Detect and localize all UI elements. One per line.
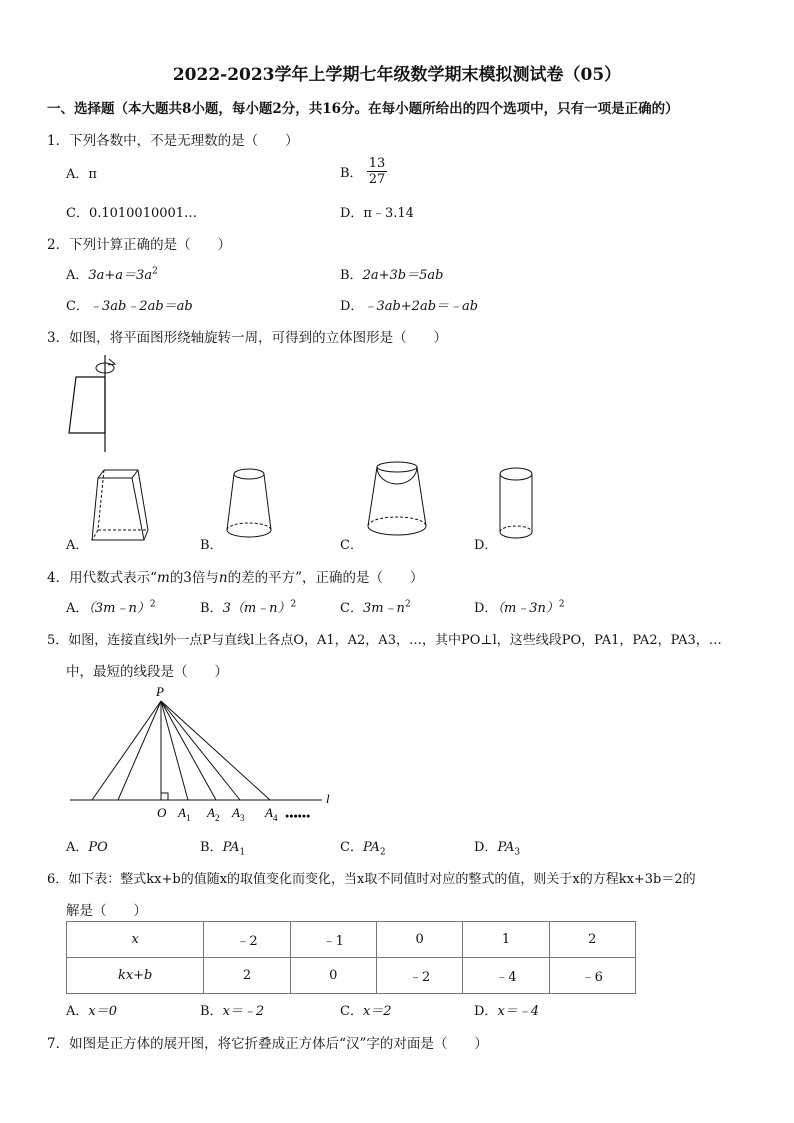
- table-cell: ﹣1: [290, 922, 376, 958]
- ellipsis-dots: ●●●●●●: [285, 812, 311, 820]
- fraction-denominator: 27: [368, 172, 386, 187]
- variable-m: m: [157, 570, 170, 586]
- option-prefix: C．: [340, 601, 363, 616]
- line-l-label: l: [326, 791, 330, 806]
- option-expression: ﹣3ab﹣2ab＝ab: [88, 299, 193, 314]
- question-6-stem-line1: 6．如下表：整式kx+b的值随x的取值变化而变化，当x取不同值时对应的整式的值，则关于x的方程kx+3b＝2的: [47, 872, 696, 887]
- exponent: 2: [149, 599, 156, 610]
- point-a2-label: $A_2$: [207, 805, 220, 823]
- q3-option-b-label[interactable]: B．: [200, 538, 223, 553]
- plane-trapezoid: [69, 377, 105, 433]
- option-prefix: B．: [200, 1004, 223, 1019]
- option-expression: 2a+3b＝5ab: [362, 268, 444, 283]
- stem-part: 的差的平方”，正确的是（ ）: [227, 570, 424, 586]
- q4-option-b[interactable]: [200, 597, 296, 616]
- option-expression: x＝2: [362, 1004, 392, 1019]
- q1-option-c[interactable]: C．0.1010010001…: [66, 206, 198, 221]
- question-3-stem: 3．如图，将平面图形绕轴旋转一周，可得到的立体图形是（ ）: [47, 330, 448, 346]
- exponent: 2: [152, 266, 158, 277]
- question-5-stem-line1: 5．如图，连接直线l外一点P与直线l上各点O，A1，A2，A3，…，其中PO⊥l，这些线段PO，PA1，PA2，PA3，…: [47, 633, 722, 648]
- q4-option-c[interactable]: [340, 597, 411, 616]
- subscript: 2: [379, 847, 386, 858]
- q1-option-b-fraction: [367, 156, 388, 187]
- exponent: 2: [404, 599, 411, 610]
- option-expression: x＝﹣2: [222, 1004, 265, 1019]
- option-prefix: B．: [200, 601, 223, 616]
- table-cell: ﹣2: [376, 958, 462, 994]
- page-title: 2022-2023学年上学期七年级数学期末模拟测试卷（05）: [172, 65, 622, 85]
- q2-option-b[interactable]: [340, 264, 443, 283]
- option-expression: x＝0: [88, 1004, 117, 1019]
- option-expression: 3m﹣n: [362, 601, 405, 616]
- table-row: [67, 922, 636, 958]
- right-angle-mark: [161, 793, 168, 800]
- question-4-stem: [47, 566, 424, 586]
- table-cell: 0: [290, 958, 376, 994]
- q3-option-b-figure[interactable]: [224, 466, 284, 548]
- q2-option-c[interactable]: [66, 295, 193, 314]
- option-prefix: C．: [340, 1004, 363, 1019]
- table-cell: 0: [376, 922, 462, 958]
- table-cell: ﹣4: [463, 958, 549, 994]
- table-cell: x: [67, 922, 204, 958]
- option-expression: 3a+a＝3a: [88, 268, 153, 283]
- q1-option-d[interactable]: D．π﹣3.14: [340, 206, 414, 221]
- q3-option-a-label[interactable]: A．: [66, 538, 89, 553]
- exponent: 2: [290, 599, 297, 610]
- question-2-stem: 2．下列计算正确的是（ ）: [47, 237, 232, 253]
- value-table: [66, 921, 636, 994]
- exponent: 2: [558, 599, 565, 610]
- rotation-figure: [60, 355, 130, 455]
- subscript: 3: [514, 847, 521, 858]
- point-o-label: O: [157, 805, 167, 820]
- q5-option-c[interactable]: [340, 836, 386, 858]
- option-expression: （m﹣3n）: [497, 601, 559, 616]
- q6-option-c[interactable]: [340, 1000, 392, 1019]
- q3-option-c-figure[interactable]: [363, 460, 433, 550]
- q3-option-c-label[interactable]: C．: [340, 538, 363, 553]
- q3-option-d-figure[interactable]: [496, 464, 540, 546]
- q4-option-a[interactable]: [66, 597, 156, 616]
- perpendicular-figure: [60, 680, 360, 830]
- option-expression: 3（m﹣n）: [222, 601, 291, 616]
- table-cell: ﹣6: [549, 958, 635, 994]
- option-expression: PA: [222, 840, 240, 855]
- point-a4-label: $A_4$: [265, 805, 278, 823]
- q3-option-d-label[interactable]: D．: [474, 538, 498, 553]
- subscript: 1: [239, 847, 246, 858]
- stem-part: 的3倍与: [169, 570, 219, 586]
- question-7-stem: 7．如图是正方体的展开图，将它折叠成正方体后“汉”字的对面是（ ）: [47, 1036, 488, 1052]
- option-prefix: D．: [340, 299, 364, 314]
- point-a3-label: $A_3$: [232, 805, 245, 823]
- question-1-stem: 1．下列各数中，不是无理数的是（ ）: [47, 133, 299, 149]
- q5-option-b[interactable]: [200, 836, 245, 858]
- option-prefix: D．: [474, 840, 498, 855]
- q6-option-b[interactable]: [200, 1000, 264, 1019]
- option-prefix: A．: [66, 1004, 89, 1019]
- section-heading: 一、选择题（本大题共8小题，每小题2分，共16分。在每小题所给出的四个选项中，只有一项是正确的）: [47, 101, 679, 117]
- q1-option-a[interactable]: A．π: [66, 167, 97, 182]
- option-expression: x＝﹣4: [497, 1004, 540, 1019]
- option-prefix: D．: [474, 601, 498, 616]
- q3-option-a-figure[interactable]: [82, 466, 152, 548]
- variable-n: n: [218, 570, 228, 586]
- option-prefix: A．: [66, 840, 89, 855]
- question-6-stem-line2: 解是（ ）: [66, 903, 147, 919]
- option-prefix: A．: [66, 268, 89, 283]
- point-p-label: P: [156, 684, 164, 699]
- q1-option-b-prefix: B．: [340, 166, 363, 181]
- q5-option-d[interactable]: [474, 836, 520, 858]
- point-a1-label: $A_1$: [178, 805, 191, 823]
- option-expression: PA: [362, 840, 380, 855]
- table-cell: 2: [204, 958, 290, 994]
- option-prefix: D．: [474, 1004, 498, 1019]
- q1-option-b[interactable]: [340, 156, 387, 187]
- option-expression: PO: [88, 840, 108, 855]
- table-cell: ﹣2: [204, 922, 290, 958]
- q2-option-d[interactable]: [340, 295, 478, 314]
- q4-option-d[interactable]: [474, 597, 565, 616]
- table-row: [67, 958, 636, 994]
- q6-option-d[interactable]: [474, 1000, 539, 1019]
- stem-part: 4．用代数式表示“: [47, 570, 157, 586]
- q5-option-a[interactable]: [66, 836, 108, 855]
- option-prefix: B．: [340, 268, 363, 283]
- question-5-stem-line2: 中，最短的线段是（ ）: [66, 664, 228, 680]
- table-cell: 2: [549, 922, 635, 958]
- option-expression: PA: [497, 840, 515, 855]
- option-prefix: A．: [66, 601, 89, 616]
- option-prefix: C．: [340, 840, 363, 855]
- table-cell: kx+b: [67, 958, 204, 994]
- q2-option-a[interactable]: [66, 264, 158, 283]
- option-prefix: C．: [66, 299, 89, 314]
- option-expression: ﹣3ab+2ab＝﹣ab: [363, 299, 479, 314]
- option-prefix: B．: [200, 840, 223, 855]
- fraction-numerator: 13: [368, 156, 386, 171]
- table-cell: 1: [463, 922, 549, 958]
- option-expression: （3m﹣n）: [88, 601, 150, 616]
- q6-option-a[interactable]: [66, 1000, 117, 1019]
